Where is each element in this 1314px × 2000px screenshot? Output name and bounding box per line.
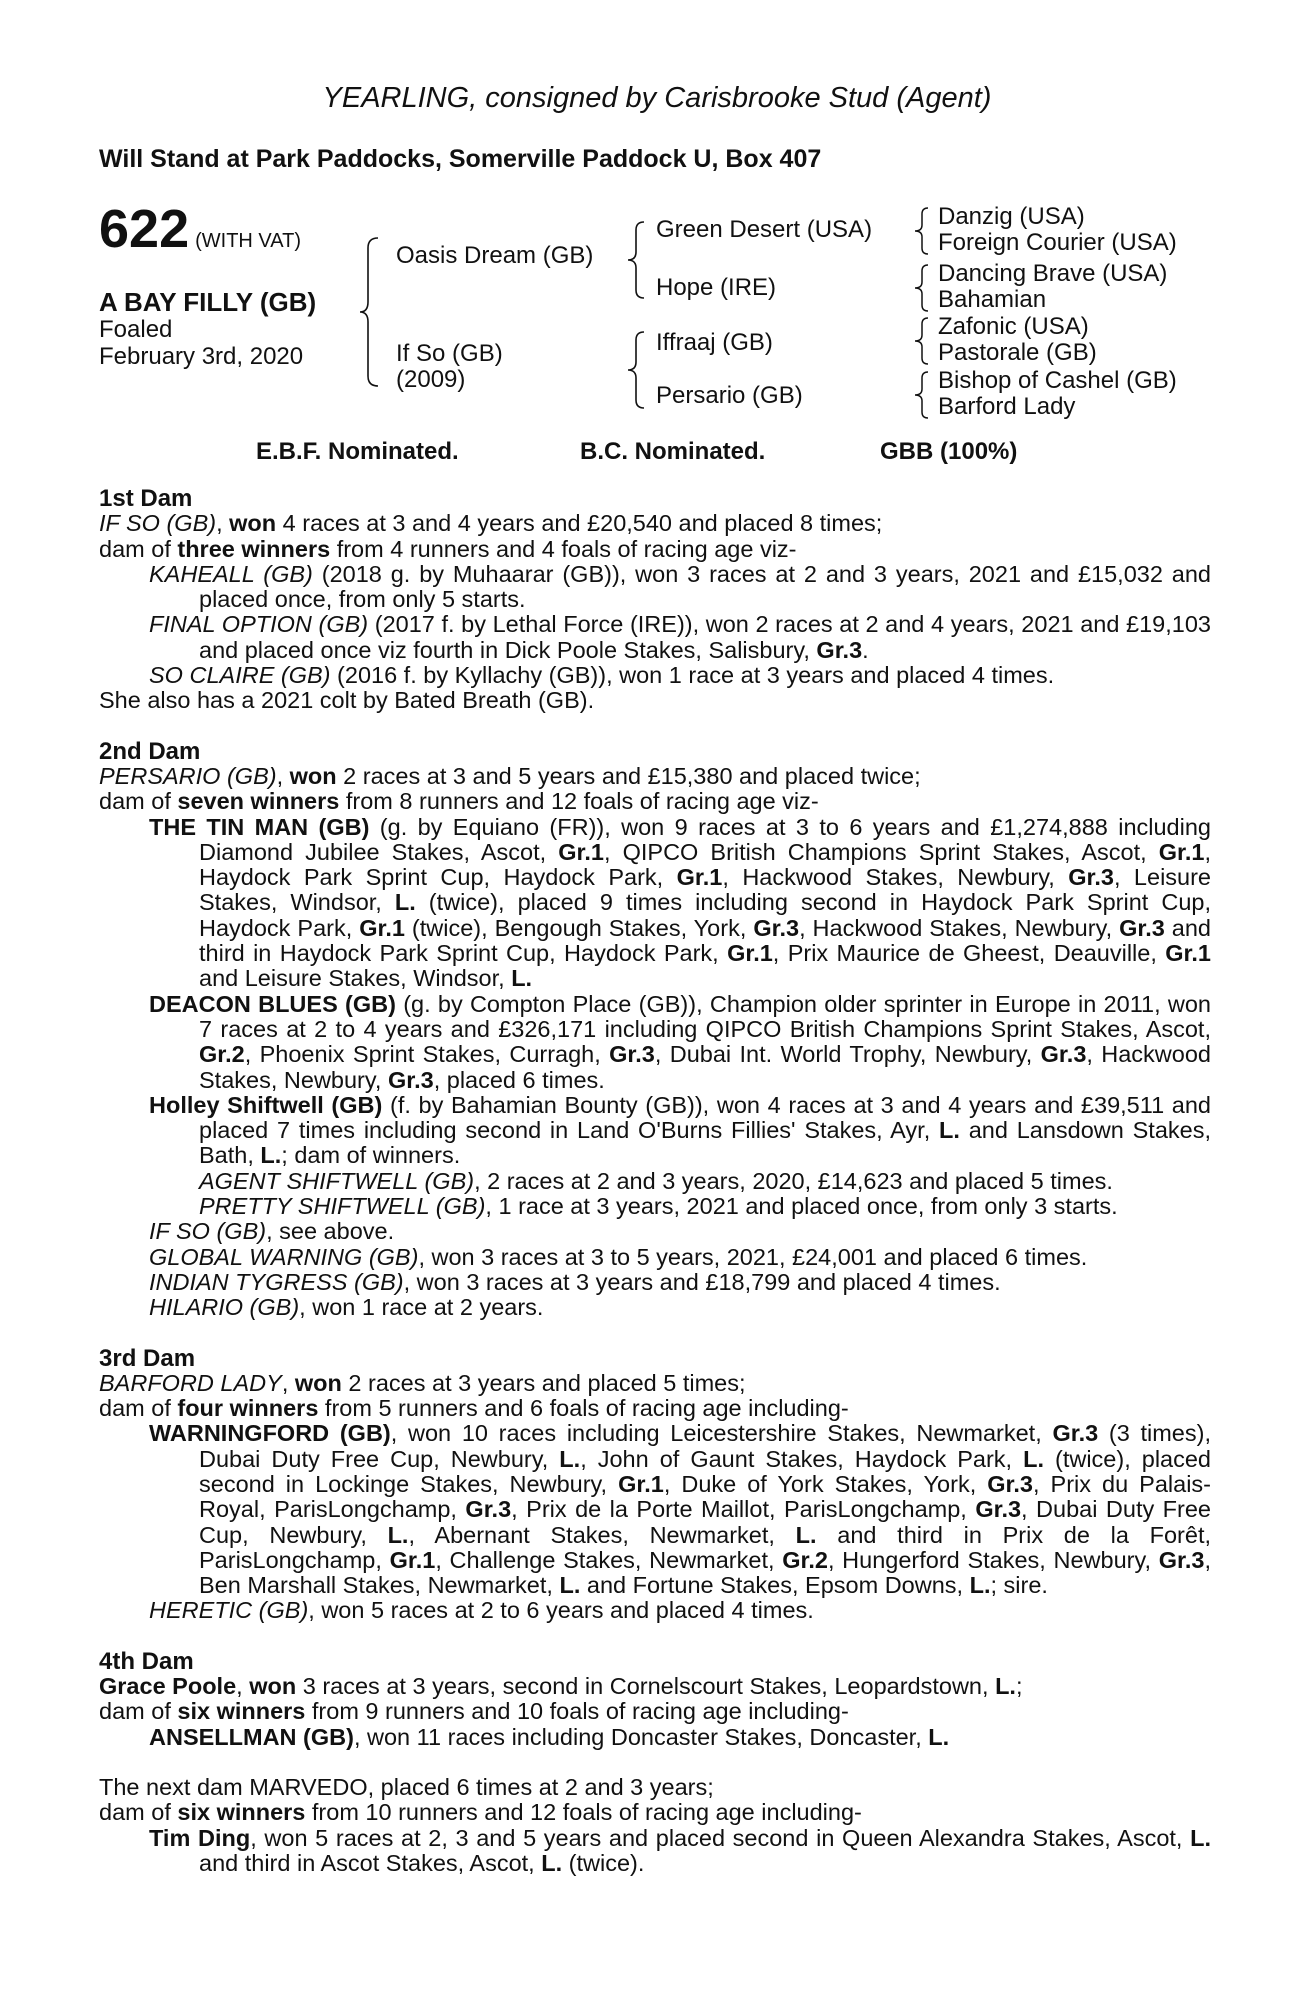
foaled-label: Foaled	[99, 316, 173, 343]
consignor-heading: YEARLING, consigned by Carisbrooke Stud (Agent)	[322, 82, 992, 114]
pedigree-dam-dam: Persario (GB)	[656, 382, 803, 409]
first-dam-produce-line: dam of three winners from 4 runners and 4 foals of racing age viz-	[99, 535, 797, 562]
produce-final-option: FINAL OPTION (GB) (2017 f. by Lethal Force (IRE)), won 2 races at 2 and 4 years, 2021 and £19,103 and placed once viz fourth in Dick Poole Stakes, Salisbury, Gr.3.	[149, 611, 1211, 663]
second-dam-summary: PERSARIO (GB), won 2 races at 3 and 5 years and £15,380 and placed twice;	[99, 762, 921, 789]
pedigree-brace-main	[358, 236, 382, 388]
pedigree-brace-dam	[626, 330, 648, 410]
produce-hilario: HILARIO (GB), won 1 race at 2 years.	[149, 1294, 544, 1321]
pedigree-ssd: Foreign Courier (USA)	[938, 229, 1177, 256]
ebf-nomination: E.B.F. Nominated.	[256, 438, 459, 465]
foaled-date: February 3rd, 2020	[99, 343, 304, 370]
pedigree-sds: Dancing Brave (USA)	[938, 260, 1168, 287]
gbb-status: GBB (100%)	[880, 438, 1018, 465]
bc-nomination: B.C. Nominated.	[580, 438, 766, 465]
produce-holley-shiftwell: Holley Shiftwell (GB) (f. by Bahamian Bounty (GB)), won 4 races at 3 and 4 years and £39,511 and placed 7 times including second in Land O'Burns Fillies' Stakes, Ayr, L. and Lansdown Stakes, Bath, L.; dam of winners.	[149, 1091, 1211, 1169]
pedigree-dss: Zafonic (USA)	[938, 313, 1089, 340]
fourth-dam-heading: 4th Dam	[99, 1647, 194, 1675]
lot-number-block	[99, 199, 302, 259]
second-dam-heading: 2nd Dam	[99, 737, 201, 765]
produce-tim-ding: Tim Ding, won 5 races at 2, 3 and 5 years and placed second in Queen Alexandra Stakes, Ascot, L. and third in Ascot Stakes, Ascot, L. (twice).	[149, 1824, 1211, 1876]
produce-indian-tygress: INDIAN TYGRESS (GB), won 3 races at 3 years and £18,799 and placed 4 times.	[149, 1268, 1001, 1295]
pedigree-brace-dd	[913, 370, 931, 420]
fourth-dam-summary: Grace Poole, won 3 races at 3 years, second in Cornelscourt Stakes, Leopardstown, L.;	[99, 1673, 1023, 1700]
pedigree-sire: Oasis Dream (GB)	[396, 242, 594, 269]
pedigree-brace-ds	[913, 316, 931, 366]
vat-note: (WITH VAT)	[195, 230, 302, 252]
pedigree-brace-ss	[913, 206, 931, 256]
pedigree-sdd: Bahamian	[938, 286, 1047, 313]
produce-the-tin-man: THE TIN MAN (GB) (g. by Equiano (FR)), won 9 races at 3 to 6 years and £1,274,888 including Diamond Jubilee Stakes, Ascot, Gr.1, QIPCO British Champions Sprint Stakes, Ascot, Gr.1, Haydock Park Sprint Cup, Haydock Park, Gr.1, Hackwood Stakes, Newbury, Gr.3, Leisure Stakes, Windsor, L. (twice), placed 9 times including second in Haydock Park Sprint Cup, Haydock Park, Gr.1 (twice), Bengough Stakes, York, Gr.3, Hackwood Stakes, Newbury, Gr.3 and third in Haydock Park Sprint Cup, Haydock Park, Gr.1, Prix Maurice de Gheest, Deauville, Gr.1 and Leisure Stakes, Windsor, L.	[149, 813, 1212, 992]
pedigree-sss: Danzig (USA)	[938, 203, 1085, 230]
next-dam-summary: The next dam MARVEDO, placed 6 times at 2 and 3 years;	[99, 1773, 714, 1800]
first-dam-colt-note: She also has a 2021 colt by Bated Breath (GB).	[99, 687, 595, 714]
next-dam-produce-line: dam of six winners from 10 runners and 12 foals of racing age including-	[99, 1799, 862, 1826]
pedigree-dds: Bishop of Cashel (GB)	[938, 367, 1177, 394]
produce-heretic: HERETIC (GB), won 5 races at 2 to 6 years and placed 4 times.	[149, 1597, 814, 1624]
pedigree-sire-dam: Hope (IRE)	[656, 274, 777, 301]
produce-ansellman: ANSELLMAN (GB), won 11 races including Doncaster Stakes, Doncaster, L.	[149, 1723, 950, 1750]
produce-agent-shiftwell: AGENT SHIFTWELL (GB), 2 races at 2 and 3 years, 2020, £14,623 and placed 5 times.	[199, 1167, 1113, 1194]
pedigree-dam-sire: Iffraaj (GB)	[656, 329, 773, 356]
pedigree-brace-sd	[913, 263, 931, 313]
produce-so-claire: SO CLAIRE (GB) (2016 f. by Kyllachy (GB)), won 1 race at 3 years and placed 4 times.	[149, 662, 1055, 689]
pedigree-sire-sire: Green Desert (USA)	[656, 216, 873, 243]
pedigree-dam-year: (2009)	[396, 366, 466, 393]
third-dam-heading: 3rd Dam	[99, 1344, 196, 1372]
produce-warningford: WARNINGFORD (GB), won 10 races including Leicestershire Stakes, Newmarket, Gr.3 (3 times), Dubai Duty Free Cup, Newbury, L., John of Gaunt Stakes, Haydock Park, L. (twice), placed second in Lockinge Stakes, Newbury, Gr.1, Duke of York Stakes, York, Gr.3, Prix du Palais-Royal, ParisLongchamp, Gr.3, Prix de la Porte Maillot, ParisLongchamp, Gr.3, Dubai Duty Free Cup, Newbury, L., Abernant Stakes, Newmarket, L. and third in Prix de la Forêt, ParisLongchamp, Gr.1, Challenge Stakes, Newmarket, Gr.2, Hungerford Stakes, Newbury, Gr.3, Ben Marshall Stakes, Newmarket, L. and Fortune Stakes, Epsom Downs, L.; sire.	[149, 1420, 1211, 1599]
first-dam-heading: 1st Dam	[99, 485, 193, 512]
produce-kaheall: KAHEALL (GB) (2018 g. by Muhaarar (GB)), won 3 races at 2 and 3 years, 2021 and £15,032 and placed once, from only 5 starts.	[149, 560, 1211, 613]
produce-global-warning: GLOBAL WARNING (GB), won 3 races at 3 to 5 years, 2021, £24,001 and placed 6 times.	[149, 1243, 1088, 1270]
produce-pretty-shiftwell: PRETTY SHIFTWELL (GB), 1 race at 3 years, 2021 and placed once, from only 3 starts.	[199, 1193, 1118, 1220]
stable-location: Will Stand at Park Paddocks, Somerville Paddock U, Box 407	[99, 145, 822, 173]
pedigree-ddd: Barford Lady	[938, 393, 1076, 420]
third-dam-summary: BARFORD LADY, won 2 races at 3 years and placed 5 times;	[99, 1369, 746, 1396]
pedigree-dsd: Pastorale (GB)	[938, 339, 1097, 366]
second-dam-produce-line: dam of seven winners from 8 runners and 12 foals of racing age viz-	[99, 788, 819, 815]
third-dam-produce-line: dam of four winners from 5 runners and 6 foals of racing age including-	[99, 1395, 849, 1422]
produce-record	[99, 486, 1211, 1876]
horse-name: A BAY FILLY (GB)	[99, 287, 317, 317]
fourth-dam-produce-line: dam of six winners from 9 runners and 10 foals of racing age including-	[99, 1698, 849, 1725]
pedigree-dam: If So (GB)	[396, 340, 503, 367]
produce-if-so: IF SO (GB), see above.	[149, 1218, 395, 1245]
foaled-info	[99, 316, 303, 370]
pedigree-brace-sire	[626, 220, 648, 300]
first-dam-summary: IF SO (GB), won 4 races at 3 and 4 years and £20,540 and placed 8 times;	[99, 510, 883, 537]
lot-number: 622	[99, 199, 190, 259]
produce-deacon-blues: DEACON BLUES (GB) (g. by Compton Place (GB)), Champion older sprinter in Europe in 2011, won 7 races at 2 to 4 years and £326,171 including QIPCO British Champions Sprint Stakes, Ascot, Gr.2, Phoenix Sprint Stakes, Curragh, Gr.3, Dubai Int. World Trophy, Newbury, Gr.3, Hackwood Stakes, Newbury, Gr.3, placed 6 times.	[149, 990, 1211, 1093]
